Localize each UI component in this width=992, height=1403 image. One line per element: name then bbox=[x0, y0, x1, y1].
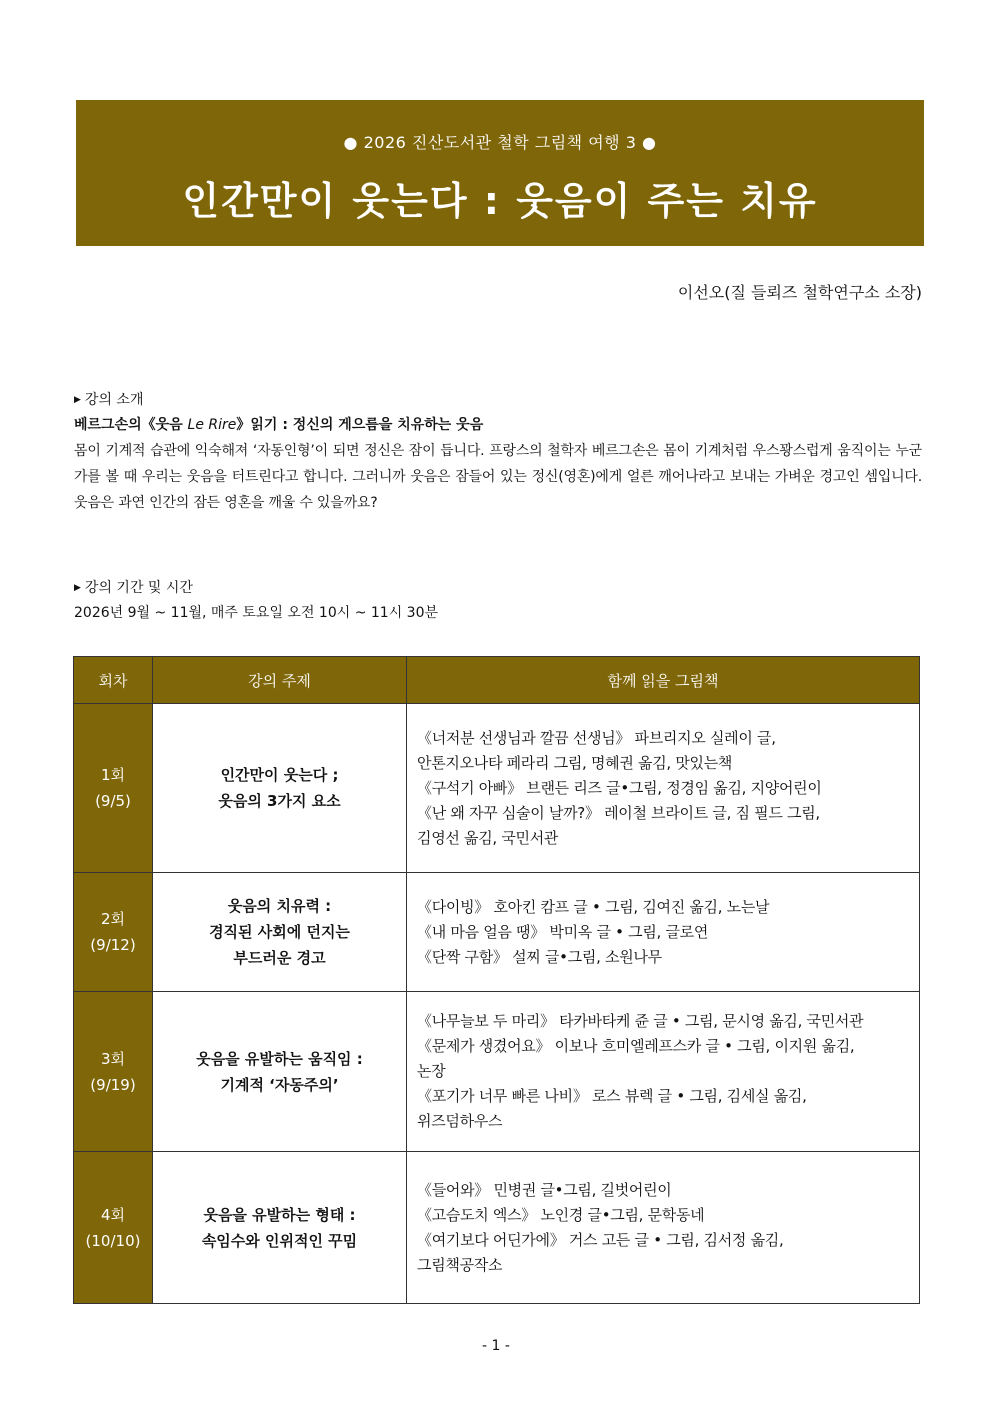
period-text: 2026년 9월 ~ 11월, 매주 토요일 오전 10시 ~ 11시 30분 bbox=[74, 605, 439, 621]
header-topic: 강의 주제 bbox=[153, 657, 407, 704]
round-number: 1회 bbox=[100, 766, 126, 784]
topic-line: 웃음의 치유력 : bbox=[227, 897, 332, 915]
book-line: 《고슴도치 엑스》 노인경 글•그림, 문학동네 bbox=[417, 1205, 705, 1224]
book-line: 《단짝 구함》 설찌 글•그림, 소원나무 bbox=[417, 947, 662, 966]
books-cell bbox=[407, 992, 920, 1152]
book-line: 《다이빙》 호아킨 캄프 글 • 그림, 김여진 옮김, 노는날 bbox=[417, 897, 770, 916]
book-line: 그림책공작소 bbox=[417, 1255, 503, 1274]
author-line: 이선오(질 들뢰즈 철학연구소 소장) bbox=[677, 283, 922, 302]
table-row bbox=[74, 873, 920, 992]
topic-cell bbox=[153, 704, 407, 873]
round-number: 3회 bbox=[100, 1049, 126, 1068]
table-header-row bbox=[74, 657, 920, 704]
book-line: 《나무늘보 두 마리》 타카바타케 쥰 글 • 그림, 문시영 옮김, 국민서관 bbox=[417, 1012, 864, 1030]
header-round: 회차 bbox=[74, 657, 153, 704]
title-banner bbox=[76, 100, 924, 246]
intro-heading bbox=[74, 389, 143, 409]
topic-line: 부드러운 경고 bbox=[233, 949, 326, 967]
round-number: 4회 bbox=[100, 1205, 126, 1224]
book-line: 《들어와》 민병권 글•그림, 길벗어린이 bbox=[417, 1180, 672, 1199]
book-line: 《여기보다 어딘가에》 거스 고든 글 • 그림, 김서정 옮김, bbox=[417, 1230, 784, 1249]
intro-subtitle-italic: Le Rire bbox=[187, 417, 237, 433]
period-heading-label: 강의 기간 및 시간 bbox=[84, 580, 193, 596]
book-line: 《난 왜 자꾸 심술이 날까?》 레이철 브라이트 글, 짐 필드 그림, bbox=[417, 803, 820, 822]
table-row bbox=[74, 704, 920, 873]
book-line: 김영선 옮김, 국민서관 bbox=[417, 828, 559, 847]
round-cell bbox=[74, 1152, 153, 1304]
intro-subtitle-after: 》읽기 : 정신의 게으름을 치유하는 웃음 bbox=[236, 417, 484, 433]
header-books: 함께 읽을 그림책 bbox=[407, 657, 920, 704]
book-line: 위즈덤하우스 bbox=[417, 1112, 503, 1130]
triangle-right-icon: ▶ bbox=[74, 395, 81, 405]
book-line: 《포기가 너무 빠른 나비》 로스 뷰렉 글 • 그림, 김세실 옮김, bbox=[417, 1087, 807, 1105]
round-cell bbox=[74, 992, 153, 1152]
book-line: 《내 마음 얼음 땡》 박미옥 글 • 그림, 글로연 bbox=[417, 922, 709, 941]
book-line: 《문제가 생겼어요》 이보나 흐미엘레프스카 글 • 그림, 이지원 옮김, bbox=[417, 1037, 855, 1055]
period-heading bbox=[74, 577, 193, 597]
book-line: 《구석기 아빠》 브랜든 리즈 글•그림, 정경임 옮김, 지양어린이 bbox=[417, 778, 822, 797]
topic-line: 속임수와 인위적인 꾸밈 bbox=[201, 1231, 358, 1250]
intro-body: 몸이 기계적 습관에 익숙해져 ‘자동인형’이 되면 정신은 잠이 듭니다. 프랑스의 철학자 베르그손은 몸이 기계처럼 우스꽝스럽게 움직이는 누군가를 볼 때 우리는 웃음을 터트린다고 합니다. 그러니까 웃음은 잠들어 있는 정신(영혼)에게 얼른 깨어나라고 보내는 가벼운 경고인 셈입니다. 웃음은 과연 인간의 잠든 영혼을 깨울 수 있을까요? bbox=[74, 443, 922, 511]
round-cell bbox=[74, 873, 153, 992]
round-cell bbox=[74, 704, 153, 873]
topic-line: 웃음을 유발하는 형태 : bbox=[203, 1205, 356, 1224]
schedule-table bbox=[73, 656, 920, 1304]
topic-cell bbox=[153, 1152, 407, 1304]
topic-line: 웃음을 유발하는 움직임 : bbox=[196, 1049, 363, 1068]
round-date: (9/5) bbox=[95, 792, 131, 810]
book-line: 안톤지오나타 페라리 그림, 명혜권 옮김, 맛있는책 bbox=[417, 753, 733, 772]
round-date: (10/10) bbox=[85, 1231, 141, 1250]
round-date: (9/12) bbox=[90, 936, 136, 954]
intro-heading-label: 강의 소개 bbox=[84, 392, 144, 408]
books-cell bbox=[407, 873, 920, 992]
book-line: 《너저분 선생님과 깔끔 선생님》 파브리지오 실레이 글, bbox=[417, 728, 776, 747]
topic-cell bbox=[153, 873, 407, 992]
topic-line: 웃음의 3가지 요소 bbox=[218, 792, 341, 810]
page-number: - 1 - bbox=[482, 1338, 510, 1354]
topic-line: 기계적 ‘자동주의’ bbox=[220, 1075, 339, 1094]
page-title: 인간만이 웃는다 : 웃음이 주는 치유 bbox=[182, 179, 818, 223]
topic-cell bbox=[153, 992, 407, 1152]
table-row bbox=[74, 1152, 920, 1304]
table-row bbox=[74, 992, 920, 1152]
round-date: (9/19) bbox=[90, 1075, 136, 1094]
round-number: 2회 bbox=[100, 910, 126, 928]
topic-line: 인간만이 웃는다 ; bbox=[220, 766, 339, 784]
intro-subtitle-before: 베르그손의《웃음 bbox=[74, 417, 188, 433]
books-cell bbox=[407, 704, 920, 873]
intro-subtitle bbox=[74, 414, 483, 434]
triangle-right-icon: ▶ bbox=[74, 583, 81, 593]
books-cell bbox=[407, 1152, 920, 1304]
topic-line: 경직된 사회에 던지는 bbox=[209, 923, 350, 941]
book-line: 논장 bbox=[417, 1062, 446, 1080]
series-label: ● 2026 진산도서관 철학 그림책 여행 3 ● bbox=[343, 133, 657, 152]
